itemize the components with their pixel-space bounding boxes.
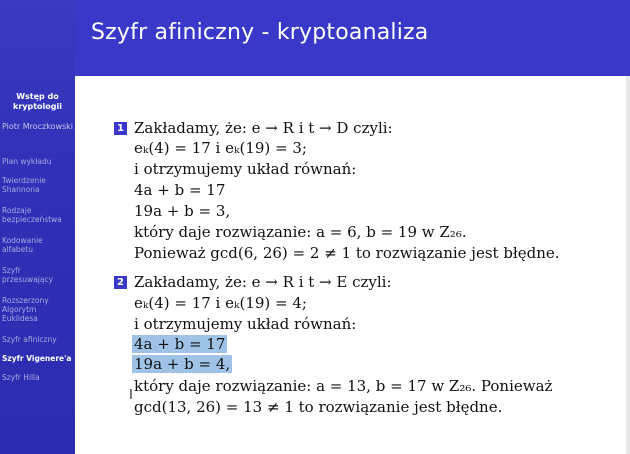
sidebar-item-szyfr-przesuwajacy[interactable]: Szyfr przesuwający (2, 266, 54, 284)
highlighted-equation-1: 4a + b = 17 (134, 335, 226, 353)
enumeration-badge-1: 1 (114, 122, 127, 135)
case2-line-6: który daje rozwiązanie: a = 13, b = 17 w Z₂₆. Ponieważ (134, 377, 553, 395)
sidebar-item-plan-wykladu[interactable]: Plan wykładu (2, 157, 52, 166)
case2-equation-2 (132, 355, 232, 373)
case2-line-7: gcd(13, 26) = 13 ≠ 1 to rozwiązanie jest błędne. (134, 398, 503, 416)
case1-equation-2: 19a + b = 3, (134, 202, 231, 220)
slide-title: Szyfr afiniczny - kryptoanaliza (91, 20, 429, 45)
case2-line-2: eₖ(4) = 17 i eₖ(19) = 4; (134, 294, 307, 312)
case1-line-7: Ponieważ gcd(6, 26) = 2 ≠ 1 to rozwiązanie jest błędne. (134, 244, 560, 262)
case2-line-1: Zakładamy, że: e → R i t → E czyli: (134, 273, 392, 291)
sidebar-item-szyfr-hilla[interactable]: Szyfr Hilla (2, 373, 40, 382)
highlighted-equation-2: 19a + b = 4, (134, 355, 231, 373)
sidebar-item-kodowanie-alfabetu[interactable]: Kodowanie alfabetu (2, 236, 43, 254)
case1-line-3: i otrzymujemy układ równań: (134, 160, 357, 178)
text-cursor-icon: I (129, 388, 133, 403)
sidebar-item-twierdzenie-shannona[interactable]: Twierdzenie Shannona (2, 176, 46, 194)
case1-equation-1: 4a + b = 17 (134, 181, 226, 199)
sidebar-item-szyfr-vigenere[interactable]: Szyfr Vigenere'a (2, 354, 72, 363)
case2-equation-1 (132, 335, 227, 353)
enumeration-badge-2: 2 (114, 276, 127, 289)
case1-line-2: eₖ(4) = 17 i eₖ(19) = 3; (134, 139, 307, 157)
case1-line-6: który daje rozwiązanie: a = 6, b = 19 w Z₂₆. (134, 223, 467, 241)
case2-line-3: i otrzymujemy układ równań: (134, 315, 357, 333)
sidebar-heading[interactable]: Wstęp do kryptologii (13, 92, 62, 111)
sidebar-item-szyfr-afiniczny[interactable]: Szyfr afiniczny (2, 335, 57, 344)
sidebar-author[interactable]: Piotr Mroczkowski (1, 122, 74, 131)
sidebar-item-rodzaje-bezpieczenstwa[interactable]: Rodzaje bezpieczeństwa (2, 206, 62, 224)
sidebar-item-rozszerzony-algorytm[interactable]: Rozszerzony Algorytm Euklidesa (2, 296, 49, 323)
case1-line-1: Zakładamy, że: e → R i t → D czyli: (134, 119, 393, 137)
